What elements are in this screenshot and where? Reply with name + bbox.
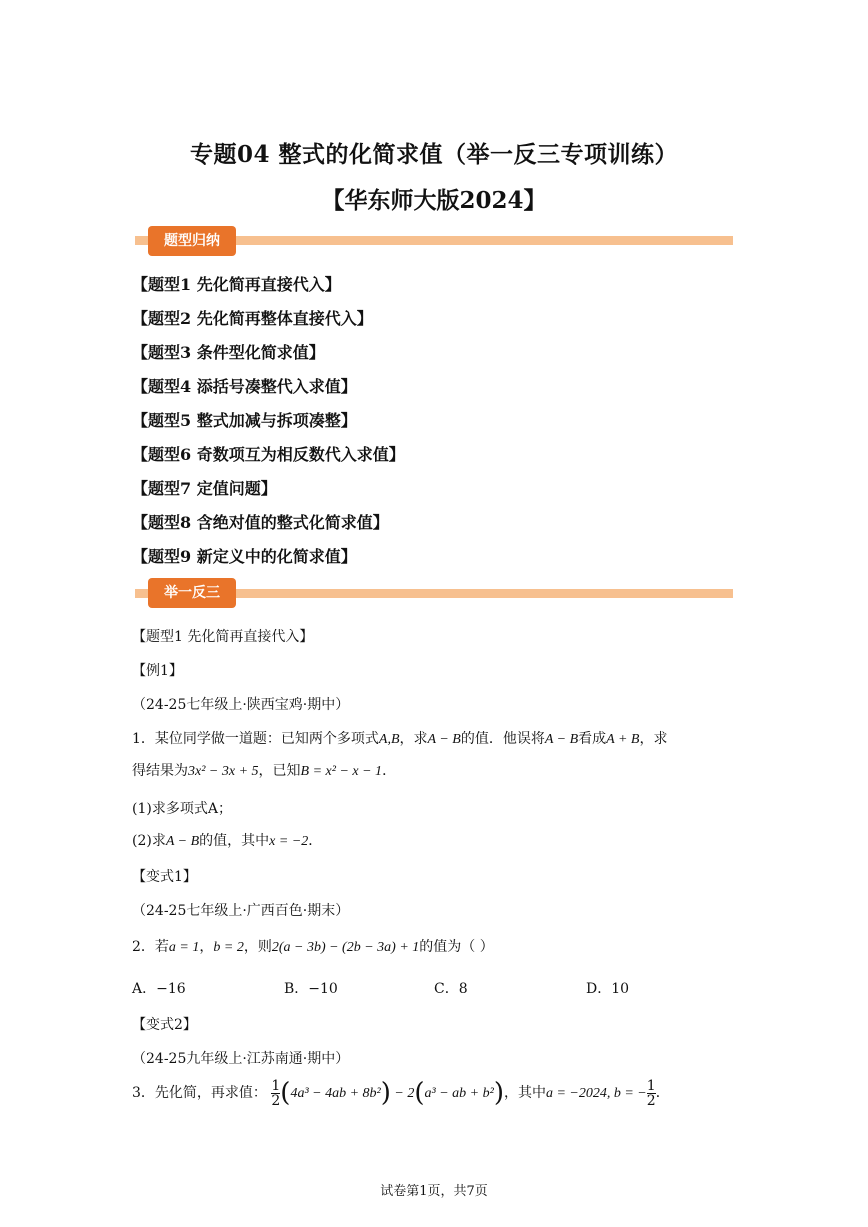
math-expression: 3x² − 3x + 5 bbox=[188, 764, 259, 779]
section-badge-types: 题型归纳 bbox=[148, 226, 236, 256]
type-list-item: 【题型9 新定义中的化简求值】 bbox=[132, 547, 357, 566]
type-list-item: 【题型3 条件型化简求值】 bbox=[132, 343, 325, 362]
math-expression: 4a³ − 4ab + 8b² bbox=[290, 1086, 381, 1101]
type-heading: 【题型1 先化简再直接代入】 bbox=[132, 629, 314, 645]
section-badge-practice: 举一反三 bbox=[148, 578, 236, 608]
type-list-item: 【题型6 奇数项互为相反数代入求值】 bbox=[132, 445, 405, 464]
question-2: 2．若a = 1，b = 2，则2(a − 3b) − (2b − 3a) + 1的值为（ ） bbox=[132, 939, 494, 955]
math-expression: B = x² − x − 1 bbox=[300, 764, 383, 779]
page-footer: 试卷第1页，共7页 bbox=[380, 1184, 488, 1199]
choice-c: C．8 bbox=[434, 981, 468, 997]
math-expression: a³ − ab + b² bbox=[424, 1086, 494, 1101]
question-3: 3．先化简，再求值： $\frac{1}{2}$ (4a³ − 4ab + 8b²) − 2(a³ − ab + b²)，其中a = −2024, b = − $\frac{1}{2}$ ． bbox=[132, 1077, 670, 1109]
variant-source: （24-25九年级上·江苏南通·期中） bbox=[132, 1051, 350, 1067]
math-expression: 2(a − 3b) − (2b − 3a) + 1 bbox=[271, 940, 420, 955]
question-1-line-1: 1．某位同学做一道题：已知两个多项式A,B，求A − B的值．他误将A − B看成A + B，求 bbox=[132, 731, 668, 747]
variant-label: 【变式2】 bbox=[132, 1017, 197, 1033]
type-list-item: 【题型2 先化简再整体直接代入】 bbox=[132, 309, 373, 328]
example-source: （24-25七年级上·陕西宝鸡·期中） bbox=[132, 697, 350, 713]
type-list-item: 【题型4 添括号凑整代入求值】 bbox=[132, 377, 357, 396]
question-1-part-1: (1)求多项式A； bbox=[132, 801, 232, 817]
example-label: 【例1】 bbox=[132, 663, 183, 679]
fraction: $\frac{1}{2}$ bbox=[271, 1077, 281, 1109]
variant-label: 【变式1】 bbox=[132, 869, 197, 885]
choice-b: B．−10 bbox=[284, 981, 338, 997]
type-list bbox=[132, 268, 405, 574]
type-list-item: 【题型7 定值问题】 bbox=[132, 479, 277, 498]
variant-source: （24-25七年级上·广西百色·期末） bbox=[132, 903, 350, 919]
type-list-item: 【题型5 整式加减与拆项凑整】 bbox=[132, 411, 357, 430]
question-1-line-2: 得结果为3x² − 3x + 5，已知B = x² − x − 1． bbox=[132, 763, 397, 779]
choice-a: A．−16 bbox=[132, 981, 186, 997]
choice-d: D．10 bbox=[586, 981, 630, 997]
fraction: $\frac{1}{2}$ bbox=[646, 1077, 656, 1109]
question-1-part-2: (2)求A − B的值，其中x = −2． bbox=[132, 833, 323, 849]
type-list-item: 【题型8 含绝对值的整式化简求值】 bbox=[132, 513, 389, 532]
document-title: 专题04 整式的化简求值（举一反三专项训练） bbox=[189, 141, 678, 168]
type-list-item: 【题型1 先化简再直接代入】 bbox=[132, 275, 341, 294]
document-edition: 【华东师大版2024】 bbox=[321, 187, 547, 214]
